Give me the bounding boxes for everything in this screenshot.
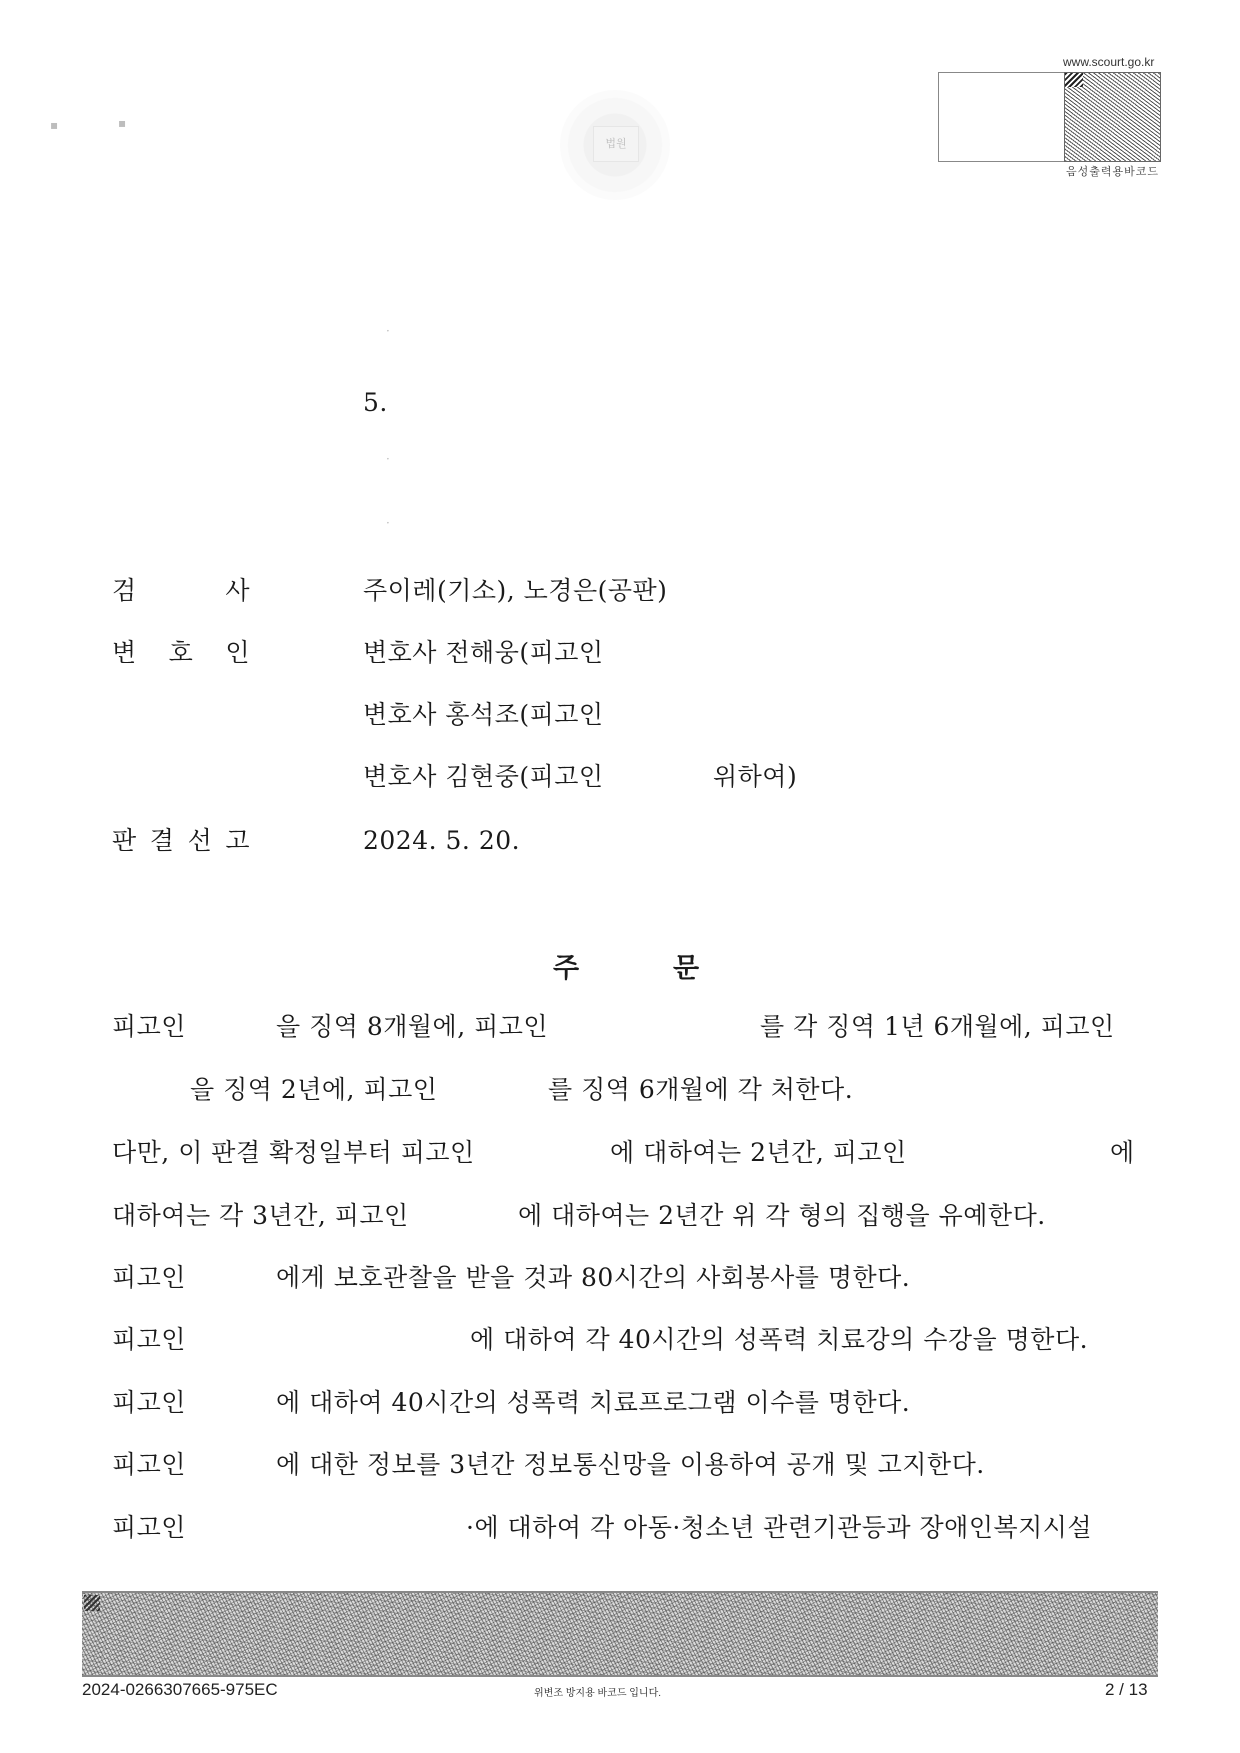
- counsel-3: 변호사 김현중(피고인: [363, 762, 604, 791]
- redaction-mark: ·: [386, 452, 390, 466]
- qr-barcode-icon: [1064, 72, 1161, 162]
- seal-text: 법원: [593, 126, 639, 162]
- court-seal-icon: [560, 90, 670, 200]
- barcode-note: 위변조 방지용 바코드 입니다.: [534, 1688, 662, 1699]
- judgment-line-segment: 대하여는 각 3년간, 피고인: [112, 1201, 409, 1230]
- redaction-mark: ·: [386, 516, 390, 530]
- sentencing-date: 2024. 5. 20.: [363, 826, 521, 855]
- judgment-line-segment: 피고인: [112, 1263, 186, 1292]
- scan-mark: ▪: [118, 116, 127, 130]
- judgment-line-segment: 에: [1110, 1138, 1135, 1167]
- site-url: www.scourt.go.kr: [1063, 55, 1155, 69]
- scan-mark: ▪: [50, 118, 59, 132]
- label-sentencing-date: 판 결 선 고: [112, 826, 250, 855]
- judgment-line-segment: 에 대하여는 2년간, 피고인: [610, 1138, 907, 1167]
- redaction-mark: ·: [386, 324, 390, 338]
- judgment-line-segment: 을 징역 8개월에, 피고인: [276, 1012, 549, 1041]
- judgment-line-segment: ·에 대하여 각 아동·청소년 관련기관등과 장애인복지시설: [466, 1513, 1093, 1542]
- counsel-3-suffix: 위하여): [713, 762, 798, 791]
- judgment-line-segment: 를 각 징역 1년 6개월에, 피고인: [760, 1012, 1115, 1041]
- judgment-line-segment: 에게 보호관찰을 받을 것과 80시간의 사회봉사를 명한다.: [276, 1263, 911, 1292]
- item-number: 5.: [363, 388, 388, 417]
- judgment-line-segment: 다만, 이 판결 확정일부터 피고인: [112, 1138, 475, 1167]
- judgment-line-segment: 피고인: [112, 1388, 186, 1417]
- label-defense-counsel: 변 호 인: [112, 638, 250, 667]
- page-number: 2 / 13: [1105, 1680, 1148, 1699]
- judgment-line-segment: 을 징역 2년에, 피고인: [190, 1075, 438, 1104]
- document-id: 2024-0266307665-975EC: [82, 1680, 278, 1699]
- section-title-char: 주: [553, 953, 580, 984]
- section-title-char: 문: [673, 953, 700, 984]
- judgment-line-segment: 에 대한 정보를 3년간 정보통신망을 이용하여 공개 및 고지한다.: [276, 1450, 985, 1479]
- judgment-line-segment: 피고인: [112, 1012, 186, 1041]
- counsel-2: 변호사 홍석조(피고인: [363, 700, 604, 729]
- prosecutor-value: 주이레(기소), 노경은(공판): [363, 576, 668, 605]
- judgment-line-segment: 피고인: [112, 1450, 186, 1479]
- judgment-line-segment: 를 징역 6개월에 각 처한다.: [548, 1075, 854, 1104]
- anti-forgery-barcode: [82, 1591, 1158, 1677]
- judgment-line-segment: 에 대하여는 2년간 위 각 형의 집행을 유예한다.: [518, 1201, 1046, 1230]
- barcode-blank-box: [938, 72, 1065, 162]
- barcode-caption: 음성출력용바코드: [1066, 166, 1160, 178]
- label-prosecutor: 검 사: [112, 576, 250, 605]
- counsel-1: 변호사 전해웅(피고인: [363, 638, 604, 667]
- judgment-line-segment: 에 대하여 각 40시간의 성폭력 치료강의 수강을 명한다.: [470, 1325, 1089, 1354]
- judgment-line-segment: 에 대하여 40시간의 성폭력 치료프로그램 이수를 명한다.: [276, 1388, 911, 1417]
- judgment-line-segment: 피고인: [112, 1513, 186, 1542]
- judgment-line-segment: 피고인: [112, 1325, 186, 1354]
